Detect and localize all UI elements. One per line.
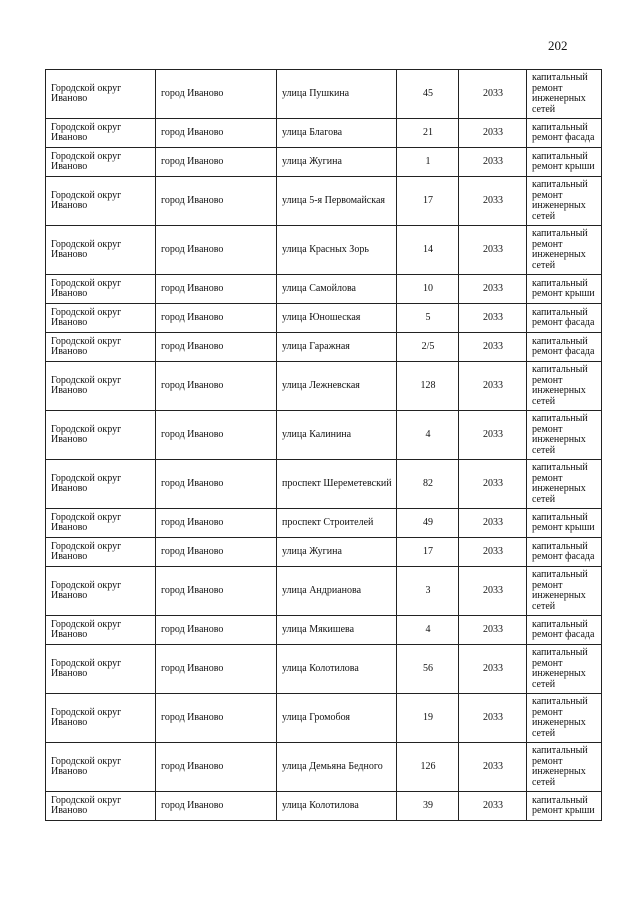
street-cell: проспект Шереметевский	[277, 460, 397, 509]
city-cell: город Иваново	[156, 645, 277, 694]
okrug-cell: Городской округ Иваново	[46, 119, 156, 148]
table-row	[46, 460, 602, 509]
page-number: 202	[548, 38, 568, 53]
house-cell: 39	[397, 792, 459, 821]
year-cell: 2033	[459, 792, 527, 821]
work-type-cell: капитальный ремонт фасада	[527, 304, 602, 333]
year-cell: 2033	[459, 567, 527, 616]
okrug-cell: Городской округ Иваново	[46, 362, 156, 411]
house-cell: 56	[397, 645, 459, 694]
work-type-cell: капитальный ремонт крыши	[527, 275, 602, 304]
house-cell: 1	[397, 148, 459, 177]
year-cell: 2033	[459, 616, 527, 645]
house-cell: 4	[397, 411, 459, 460]
work-type-cell: капитальный ремонт инженерных сетей	[527, 226, 602, 275]
street-cell: улица Громобоя	[277, 694, 397, 743]
city-cell: город Иваново	[156, 616, 277, 645]
house-cell: 49	[397, 509, 459, 538]
okrug-cell: Городской округ Иваново	[46, 148, 156, 177]
table-row	[46, 148, 602, 177]
house-cell: 14	[397, 226, 459, 275]
okrug-cell: Городской округ Иваново	[46, 743, 156, 792]
city-cell: город Иваново	[156, 792, 277, 821]
street-cell: улица Благова	[277, 119, 397, 148]
city-cell: город Иваново	[156, 460, 277, 509]
table-row	[46, 304, 602, 333]
city-cell: город Иваново	[156, 411, 277, 460]
year-cell: 2033	[459, 411, 527, 460]
table-row	[46, 792, 602, 821]
year-cell: 2033	[459, 460, 527, 509]
house-cell: 3	[397, 567, 459, 616]
year-cell: 2033	[459, 538, 527, 567]
work-type-cell: капитальный ремонт инженерных сетей	[527, 743, 602, 792]
house-cell: 21	[397, 119, 459, 148]
table-row	[46, 509, 602, 538]
table-body	[46, 70, 602, 821]
city-cell: город Иваново	[156, 567, 277, 616]
work-type-cell: капитальный ремонт инженерных сетей	[527, 177, 602, 226]
house-cell: 82	[397, 460, 459, 509]
table-row	[46, 645, 602, 694]
work-type-cell: капитальный ремонт инженерных сетей	[527, 567, 602, 616]
year-cell: 2033	[459, 226, 527, 275]
city-cell: город Иваново	[156, 362, 277, 411]
year-cell: 2033	[459, 148, 527, 177]
okrug-cell: Городской округ Иваново	[46, 567, 156, 616]
table-row	[46, 70, 602, 119]
street-cell: улица Гаражная	[277, 333, 397, 362]
city-cell: город Иваново	[156, 743, 277, 792]
city-cell: город Иваново	[156, 275, 277, 304]
okrug-cell: Городской округ Иваново	[46, 792, 156, 821]
house-cell: 17	[397, 177, 459, 226]
work-type-cell: капитальный ремонт фасада	[527, 538, 602, 567]
work-type-cell: капитальный ремонт фасада	[527, 119, 602, 148]
house-cell: 4	[397, 616, 459, 645]
table-row	[46, 616, 602, 645]
city-cell: город Иваново	[156, 226, 277, 275]
work-type-cell: капитальный ремонт крыши	[527, 509, 602, 538]
okrug-cell: Городской округ Иваново	[46, 645, 156, 694]
street-cell: улица Пушкина	[277, 70, 397, 119]
table-row	[46, 743, 602, 792]
house-cell: 45	[397, 70, 459, 119]
city-cell: город Иваново	[156, 177, 277, 226]
okrug-cell: Городской округ Иваново	[46, 177, 156, 226]
work-type-cell: капитальный ремонт инженерных сетей	[527, 362, 602, 411]
table-row	[46, 362, 602, 411]
year-cell: 2033	[459, 70, 527, 119]
table-row	[46, 177, 602, 226]
street-cell: улица Красных Зорь	[277, 226, 397, 275]
work-type-cell: капитальный ремонт инженерных сетей	[527, 460, 602, 509]
street-cell: улица Демьяна Бедного	[277, 743, 397, 792]
city-cell: город Иваново	[156, 509, 277, 538]
house-cell: 2/5	[397, 333, 459, 362]
street-cell: улица Мякишева	[277, 616, 397, 645]
year-cell: 2033	[459, 362, 527, 411]
work-type-cell: капитальный ремонт инженерных сетей	[527, 411, 602, 460]
table-row	[46, 333, 602, 362]
okrug-cell: Городской округ Иваново	[46, 333, 156, 362]
house-cell: 19	[397, 694, 459, 743]
year-cell: 2033	[459, 304, 527, 333]
city-cell: город Иваново	[156, 538, 277, 567]
street-cell: улица Жугина	[277, 538, 397, 567]
city-cell: город Иваново	[156, 70, 277, 119]
okrug-cell: Городской округ Иваново	[46, 694, 156, 743]
house-cell: 10	[397, 275, 459, 304]
okrug-cell: Городской округ Иваново	[46, 460, 156, 509]
okrug-cell: Городской округ Иваново	[46, 509, 156, 538]
year-cell: 2033	[459, 743, 527, 792]
year-cell: 2033	[459, 119, 527, 148]
city-cell: город Иваново	[156, 119, 277, 148]
house-cell: 17	[397, 538, 459, 567]
street-cell: улица Самойлова	[277, 275, 397, 304]
okrug-cell: Городской округ Иваново	[46, 616, 156, 645]
work-type-cell: капитальный ремонт инженерных сетей	[527, 694, 602, 743]
work-type-cell: капитальный ремонт крыши	[527, 148, 602, 177]
year-cell: 2033	[459, 509, 527, 538]
work-type-cell: капитальный ремонт инженерных сетей	[527, 70, 602, 119]
year-cell: 2033	[459, 694, 527, 743]
table-row	[46, 411, 602, 460]
street-cell: улица Колотилова	[277, 792, 397, 821]
work-type-cell: капитальный ремонт фасада	[527, 616, 602, 645]
work-type-cell: капитальный ремонт фасада	[527, 333, 602, 362]
city-cell: город Иваново	[156, 148, 277, 177]
okrug-cell: Городской округ Иваново	[46, 226, 156, 275]
okrug-cell: Городской округ Иваново	[46, 304, 156, 333]
okrug-cell: Городской округ Иваново	[46, 70, 156, 119]
table-row	[46, 694, 602, 743]
table-row	[46, 119, 602, 148]
house-cell: 126	[397, 743, 459, 792]
street-cell: улица Колотилова	[277, 645, 397, 694]
street-cell: проспект Строителей	[277, 509, 397, 538]
okrug-cell: Городской округ Иваново	[46, 538, 156, 567]
street-cell: улица Андрианова	[277, 567, 397, 616]
house-cell: 5	[397, 304, 459, 333]
okrug-cell: Городской округ Иваново	[46, 411, 156, 460]
street-cell: улица Юношеская	[277, 304, 397, 333]
work-type-cell: капитальный ремонт крыши	[527, 792, 602, 821]
year-cell: 2033	[459, 275, 527, 304]
year-cell: 2033	[459, 333, 527, 362]
city-cell: город Иваново	[156, 333, 277, 362]
street-cell: улица Калинина	[277, 411, 397, 460]
repair-schedule-table	[45, 69, 602, 821]
street-cell: улица Лежневская	[277, 362, 397, 411]
year-cell: 2033	[459, 645, 527, 694]
house-cell: 128	[397, 362, 459, 411]
table-row	[46, 538, 602, 567]
table-row	[46, 226, 602, 275]
street-cell: улица 5-я Первомайская	[277, 177, 397, 226]
year-cell: 2033	[459, 177, 527, 226]
table-row	[46, 567, 602, 616]
city-cell: город Иваново	[156, 694, 277, 743]
table-row	[46, 275, 602, 304]
city-cell: город Иваново	[156, 304, 277, 333]
work-type-cell: капитальный ремонт инженерных сетей	[527, 645, 602, 694]
street-cell: улица Жугина	[277, 148, 397, 177]
okrug-cell: Городской округ Иваново	[46, 275, 156, 304]
